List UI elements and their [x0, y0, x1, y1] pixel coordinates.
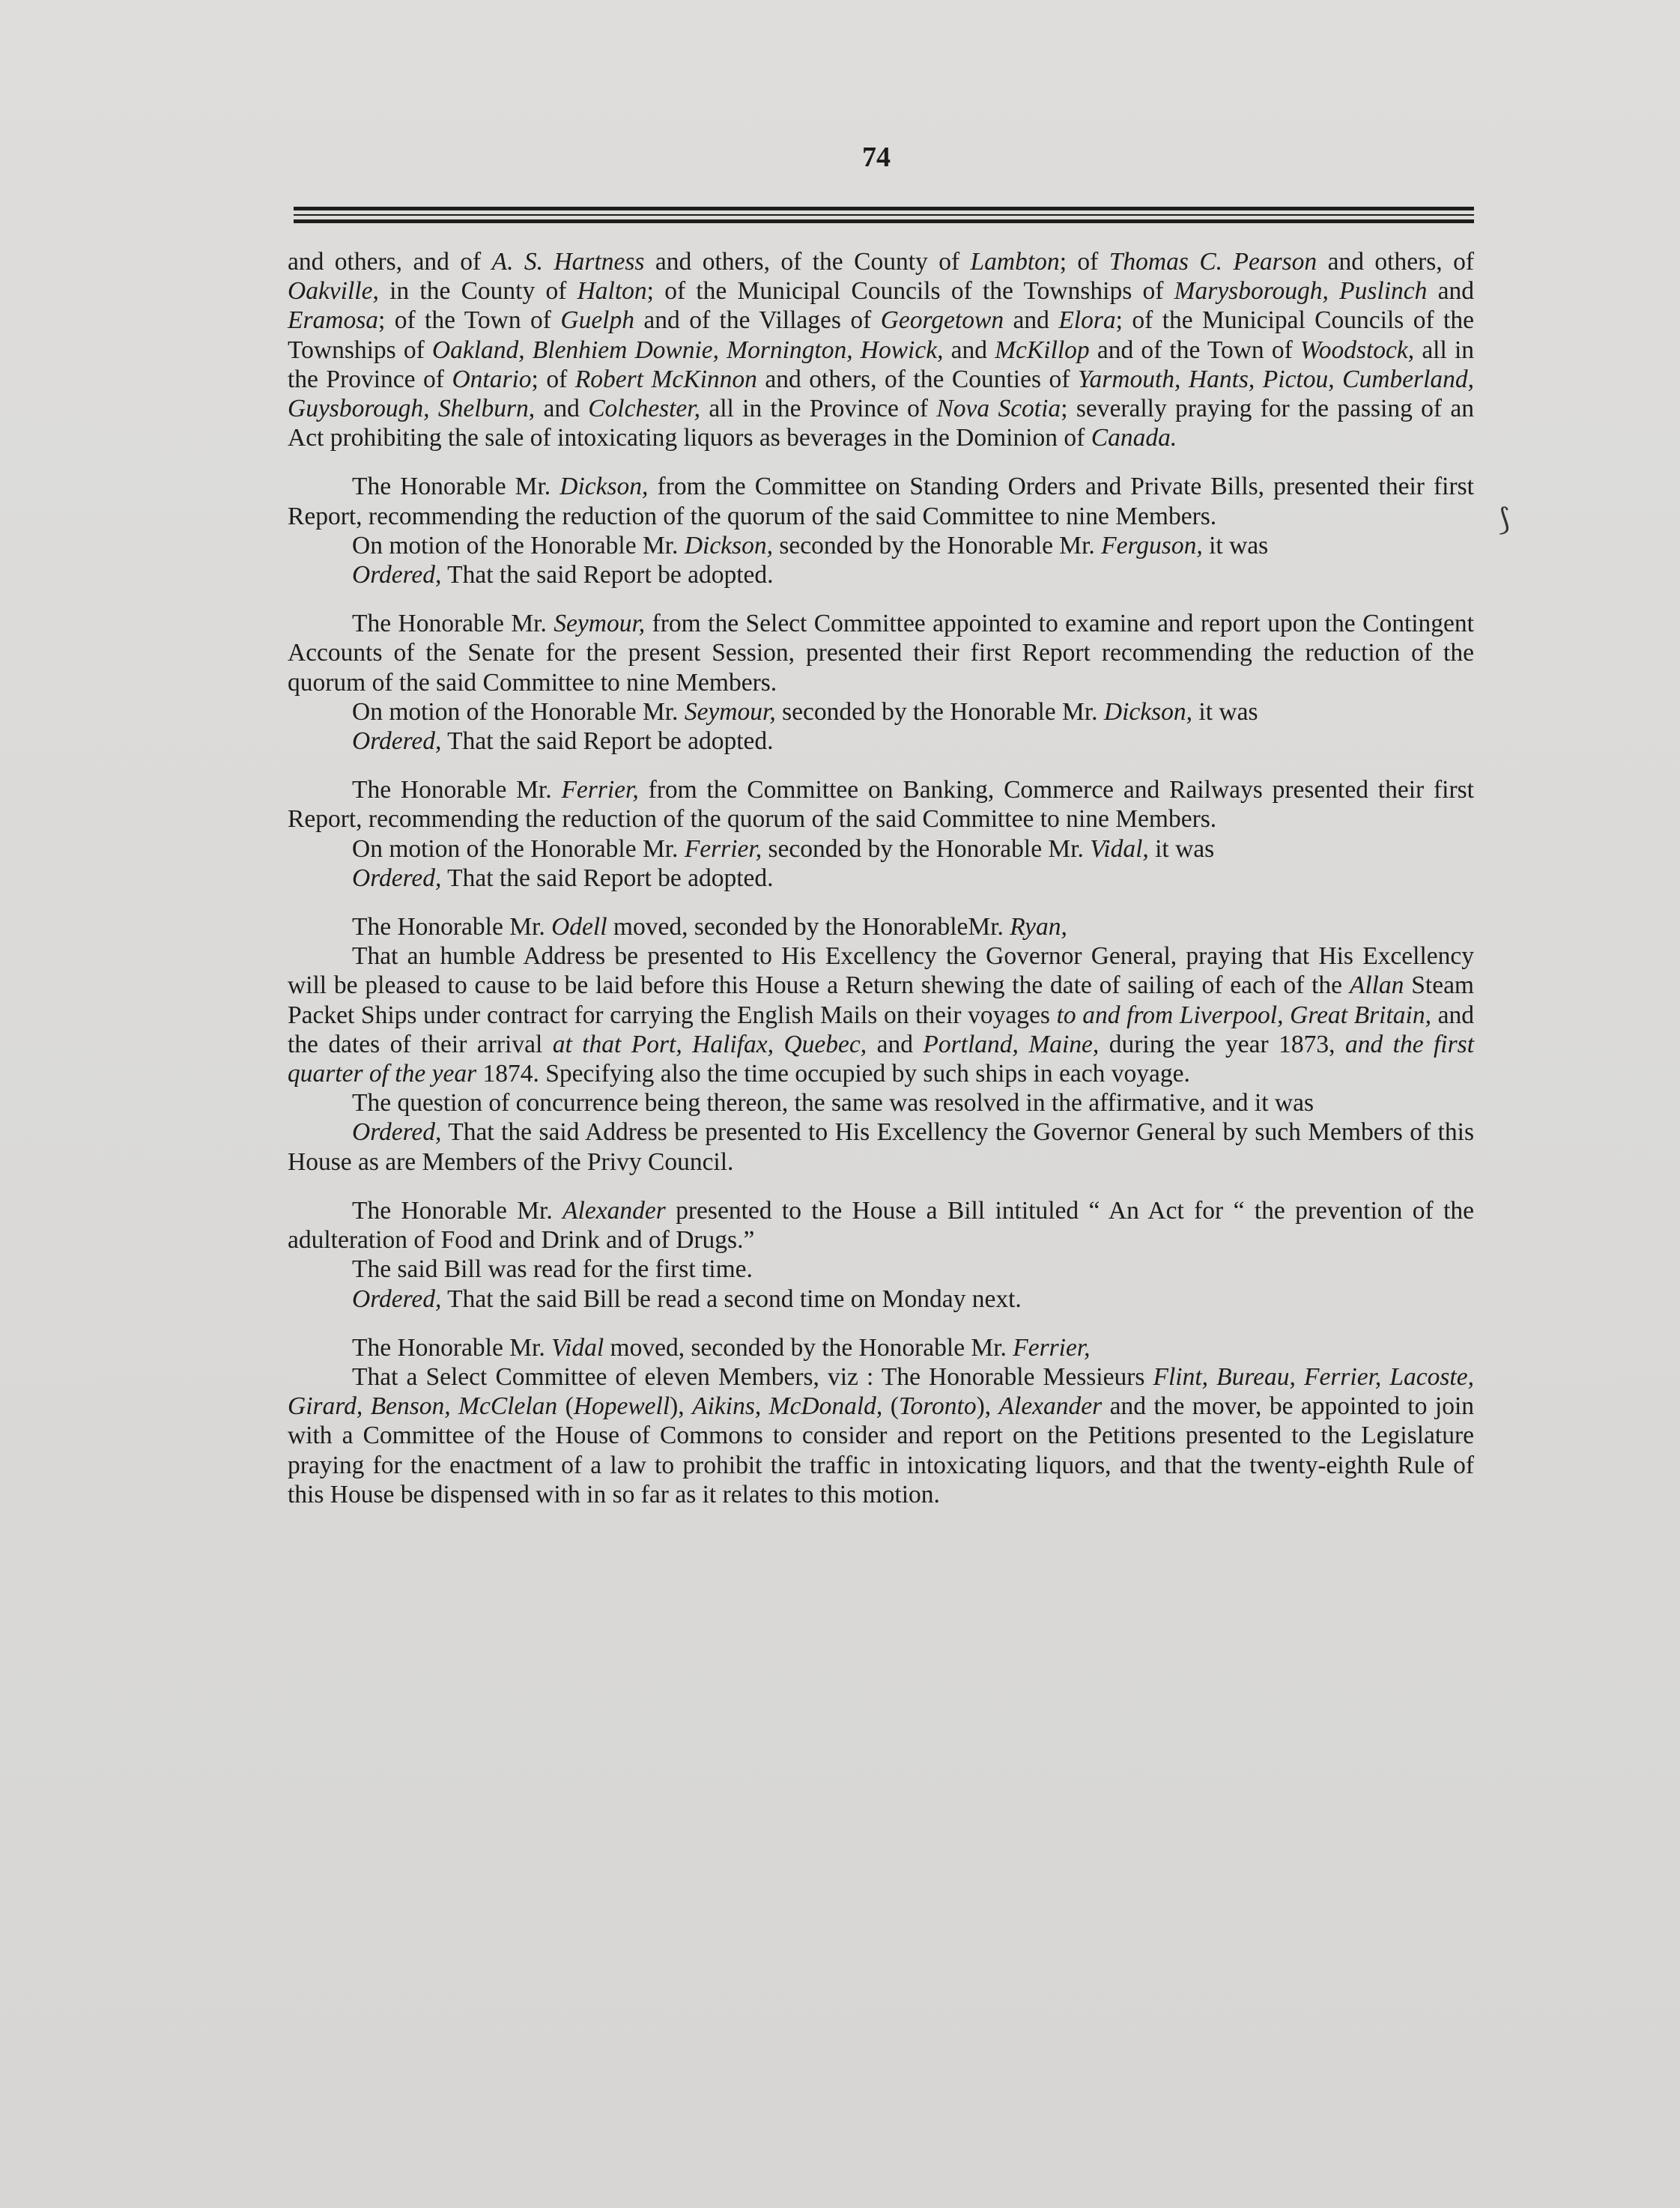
italic-text: Dickson, [1103, 697, 1193, 726]
italic-text: Toronto [898, 1392, 977, 1421]
text-segment: ; of the Municipal Councils of the Townships of [288, 306, 1474, 364]
text-segment: all in the Province of [700, 395, 937, 423]
italic-text: Guelph [560, 306, 634, 335]
italic-text: Yarmouth, Hants, Pictou, Cumberland, Guysborough, Shelburn, [288, 365, 1475, 423]
italic-text: Halton [577, 277, 647, 306]
text-segment: in the County of [378, 277, 577, 306]
paragraph [288, 1333, 1474, 1362]
text-segment: it was [1148, 834, 1215, 863]
text-segment: from the Committee on Standing Orders and Private Bills, presented their first Report, recommending the reduction of the quorum of the said Committee to nine Members. [288, 473, 1474, 530]
italic-text: Robert McKinnon [574, 365, 757, 393]
text-segment: and others, of [1317, 248, 1474, 276]
italic-text: Alexander [562, 1196, 666, 1225]
italic-text: Odell [551, 913, 607, 941]
paragraph [288, 775, 1474, 834]
text-segment: The Honorable Mr. [352, 1196, 563, 1225]
paragraph [288, 1362, 1474, 1509]
italic-text: Seymour, [684, 697, 776, 726]
text-segment: and of the Town of [1089, 336, 1300, 364]
text-segment: The Honorable Mr. [352, 610, 554, 638]
italic-text: Marysborough, Puslinch [1174, 277, 1428, 306]
paragraph [288, 834, 1474, 864]
italic-text: Ferrier, [1013, 1333, 1091, 1362]
paragraph [288, 1088, 1474, 1117]
text-segment: That an humble Address be presented to His Excellency the Governor General, praying that His Excellency will be pleased to cause to be laid before this House a Return shewing the date of sailing of each of the [288, 942, 1474, 1000]
text-segment: ; of the Town of [377, 306, 561, 335]
paragraph [288, 247, 1474, 452]
text-segment: seconded by the Honorable Mr. [772, 531, 1102, 559]
text-segment: ; of the Municipal Councils of the Townships of [646, 277, 1174, 306]
italic-text: at that Port, Halifax, Quebec, [552, 1030, 867, 1058]
italic-text: Flint, Bureau, Ferrier, Lacoste, Girard, Benson, McClelan [288, 1362, 1474, 1421]
text-segment: moved, seconded by the HonorableMr. [607, 913, 1010, 941]
paragraph [288, 1117, 1474, 1176]
text-segment: from the Committee on Banking, Commerce and Railways presented their first Report, recommending the reduction of the quorum of the said Committee to nine Members. [288, 776, 1474, 834]
italic-text: to and from Liverpool, Great Britain, [1056, 1001, 1431, 1029]
italic-text: Ontario [452, 365, 532, 393]
text-segment: On motion of the Honorable Mr. [352, 531, 685, 559]
text-segment: On motion of the Honorable Mr. [352, 697, 685, 726]
text-segment: ), [976, 1392, 999, 1421]
text-segment: and [535, 395, 589, 423]
italic-text: Hopewell [573, 1392, 670, 1421]
text-segment: ; of [1059, 248, 1109, 276]
text-segment: and the mover, be appointed to join with a Committee of the House of Commons to consider and report on the Petitions presented to the Legislature praying for the enactment of a law to prohibit the traffic in intoxicating liquors, and that the twenty-eighth Rule of this House be dispensed with in so far as it relates to this motion. [288, 1392, 1475, 1508]
italic-text: Lambton [970, 248, 1060, 276]
text-segment: That the said Report be adopted. [441, 727, 774, 756]
italic-text: Eramosa [288, 306, 378, 335]
text-segment: The question of concurrence being thereon, the same was resolved in the affirmative, and it was [352, 1089, 1314, 1117]
text-segment: presented to the House a Bill intituled “ An Act for “ the prevention of the adulteration of Food and Drink and of Drugs.” [288, 1196, 1474, 1255]
italic-text: A. S. Hartness [491, 248, 645, 276]
text-segment: it was [1202, 531, 1269, 559]
header-rule-bottom [294, 219, 1474, 223]
italic-text: Oakland, Blenhiem Downie, Mornington, Howick, [431, 336, 944, 364]
italic-text: Vidal [551, 1333, 604, 1362]
italic-text: McKillop [995, 336, 1090, 364]
paragraph [288, 727, 1474, 756]
paragraph [288, 912, 1474, 941]
italic-text: Ordered, [352, 1285, 442, 1313]
italic-text: Aikins, McDonald, [692, 1392, 883, 1421]
header-rule-top [294, 207, 1474, 210]
text-segment: That the said Bill be read a second time on Monday next. [441, 1285, 1022, 1313]
text-segment: it was [1192, 697, 1258, 726]
paragraph [288, 609, 1474, 697]
text-segment: The Honorable Mr. [352, 776, 562, 804]
paragraph [288, 1255, 1474, 1284]
italic-text: Elora [1058, 306, 1116, 335]
italic-text: Ordered, [352, 561, 442, 589]
text-segment: ), [670, 1392, 693, 1421]
text-segment: ( [557, 1392, 574, 1421]
paragraph [288, 472, 1474, 530]
text-segment: and [1004, 306, 1059, 335]
text-segment: and [867, 1030, 924, 1058]
italic-text: Ordered, [352, 727, 442, 756]
text-segment: seconded by the Honorable Mr. [775, 697, 1104, 726]
text-segment: Steam Packet Ships under contract for carrying the English Mails on their voyages [288, 971, 1474, 1029]
text-segment: That the said Report be adopted. [441, 864, 774, 892]
paragraph [288, 941, 1474, 1088]
text-segment: The Honorable Mr. [352, 1333, 552, 1362]
italic-text: Dickson, [684, 531, 773, 559]
text-segment: during the year 1873, [1099, 1030, 1345, 1058]
text-segment: On motion of the Honorable Mr. [352, 834, 685, 863]
text-segment: moved, seconded by the Honorable Mr. [604, 1333, 1013, 1362]
text-segment: and others, of the Counties of [756, 365, 1078, 393]
paragraph [288, 1196, 1474, 1255]
italic-text: Colchester, [588, 395, 701, 423]
italic-text: Nova Scotia [936, 395, 1061, 423]
italic-text: Ryan, [1010, 913, 1067, 941]
italic-text: and the first quarter of the year [288, 1030, 1474, 1088]
text-segment: The Honorable Mr. [352, 913, 552, 941]
italic-text: Ordered, [352, 1118, 442, 1147]
paragraph [288, 560, 1474, 589]
italic-text: Oakville, [288, 277, 379, 306]
paragraph [288, 1285, 1474, 1314]
italic-text: Alexander [998, 1392, 1103, 1421]
header-rule [294, 204, 1474, 229]
italic-text: Dickson, [560, 473, 649, 501]
text-segment: all in the Province of [288, 336, 1475, 393]
text-segment: ; of [531, 365, 575, 393]
text-segment: and the dates of their arrival [288, 1001, 1474, 1058]
text-segment: ; severally praying for the passing of an Act prohibiting the sale of intoxicating liquors as beverages in the Dominion of [288, 395, 1474, 452]
text-segment: and others, of the County of [644, 248, 971, 276]
italic-text: Portland, Maine, [923, 1030, 1100, 1058]
page-number: 74 [862, 142, 891, 173]
italic-text: Ferrier, [561, 776, 639, 804]
paragraph [288, 864, 1474, 893]
italic-text: Ferrier, [684, 834, 762, 863]
italic-text: Ordered, [352, 864, 442, 892]
margin-pencil-mark: ⟆ [1498, 503, 1510, 536]
text-segment: That the said Report be adopted. [441, 561, 774, 589]
italic-text: Thomas C. Pearson [1109, 248, 1317, 276]
italic-text: Canada. [1091, 424, 1177, 452]
italic-text: Ferguson, [1101, 531, 1203, 559]
paragraph [288, 697, 1474, 727]
text-segment: ( [882, 1392, 899, 1421]
italic-text: Woodstock, [1300, 336, 1415, 364]
text-segment: and others, and of [288, 248, 492, 276]
text-segment: The said Bill was read for the first time. [352, 1255, 753, 1284]
italic-text: Vidal, [1090, 834, 1149, 863]
header-rule-middle [294, 214, 1474, 216]
text-segment: That the said Address be presented to His Excellency the Governor General by such Members of this House as are Members of the Privy Council. [288, 1118, 1474, 1176]
text-segment: and [1427, 277, 1474, 306]
paragraph [288, 531, 1474, 560]
text-segment: from the Select Committee appointed to examine and report upon the Contingent Accounts of the Senate for the present Session, presented their first Report recommending the reduction of the quorum of the said Committee to nine Members. [288, 610, 1474, 697]
text-segment: 1874. Specifying also the time occupied by such ships in each voyage. [476, 1060, 1190, 1088]
text-segment: and [943, 336, 995, 364]
italic-text: Seymour, [554, 610, 646, 638]
text-segment: and of the Villages of [634, 306, 881, 335]
italic-text: Georgetown [880, 306, 1004, 335]
journal-text-body [288, 247, 1474, 1509]
text-segment: seconded by the Honorable Mr. [762, 834, 1091, 863]
text-segment: The Honorable Mr. [352, 473, 560, 501]
italic-text: Allan [1349, 971, 1404, 1000]
text-segment: That a Select Committee of eleven Members, viz : The Honorable Messieurs [352, 1362, 1153, 1391]
